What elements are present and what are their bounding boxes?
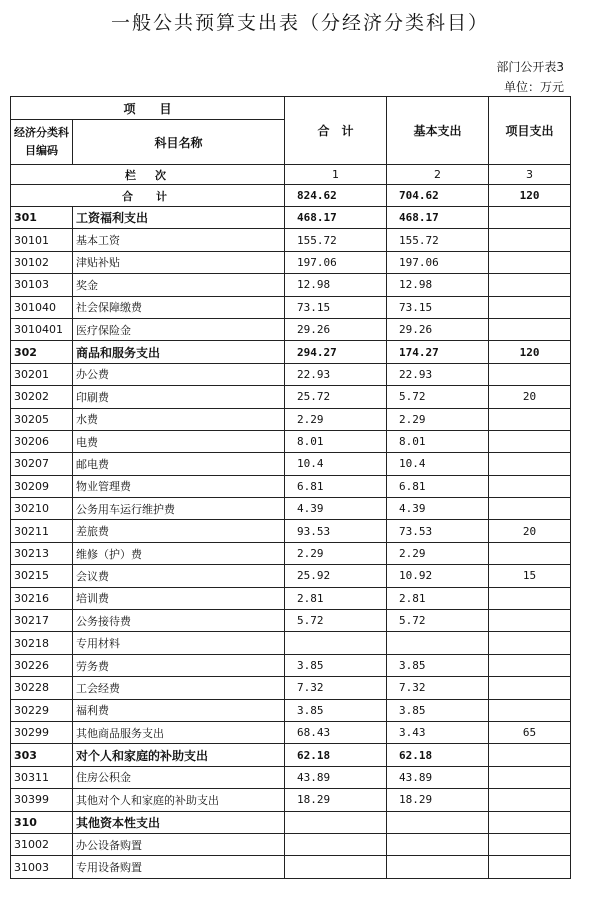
- row-project: 15: [489, 565, 571, 587]
- table-row: [11, 721, 571, 743]
- row-code: 310: [11, 811, 73, 833]
- row-project: [489, 229, 571, 251]
- row-basic: [387, 856, 489, 878]
- row-project: [489, 587, 571, 609]
- row-project: [489, 699, 571, 721]
- row-code: 30207: [11, 453, 73, 475]
- row-basic: 2.29: [387, 542, 489, 564]
- table-row: [11, 565, 571, 587]
- row-code: 301040: [11, 296, 73, 318]
- row-code: 30202: [11, 386, 73, 408]
- row-total: 22.93: [285, 363, 387, 385]
- row-total: [285, 856, 387, 878]
- table-row: [11, 430, 571, 452]
- row-basic: 29.26: [387, 318, 489, 340]
- row-basic: 62.18: [387, 744, 489, 766]
- row-name: 办公设备购置: [73, 833, 285, 855]
- row-basic: 3.85: [387, 654, 489, 676]
- row-basic: 12.98: [387, 274, 489, 296]
- table-row: [11, 766, 571, 788]
- row-basic: [387, 833, 489, 855]
- row-code: 30311: [11, 766, 73, 788]
- total-basic: 704.62: [387, 185, 489, 207]
- row-total: 10.4: [285, 453, 387, 475]
- row-basic: 18.29: [387, 789, 489, 811]
- row-total: 3.85: [285, 654, 387, 676]
- row-name: 商品和服务支出: [73, 341, 285, 363]
- total-sum: 824.62: [285, 185, 387, 207]
- row-total: 155.72: [285, 229, 387, 251]
- row-basic: 4.39: [387, 498, 489, 520]
- row-project: [489, 766, 571, 788]
- table-row: [11, 610, 571, 632]
- row-project: [489, 677, 571, 699]
- row-code: 3010401: [11, 318, 73, 340]
- row-code: 31002: [11, 833, 73, 855]
- total-row: [11, 185, 571, 207]
- row-project: [489, 408, 571, 430]
- row-basic: 22.93: [387, 363, 489, 385]
- row-code: 30229: [11, 699, 73, 721]
- row-project: 20: [489, 520, 571, 542]
- row-project: [489, 654, 571, 676]
- row-code: 30216: [11, 587, 73, 609]
- table-row: [11, 341, 571, 363]
- row-total: [285, 632, 387, 654]
- row-total: 2.29: [285, 408, 387, 430]
- row-code: 30399: [11, 789, 73, 811]
- table-row: [11, 229, 571, 251]
- project-header: 项 目: [11, 97, 285, 120]
- row-total: [285, 811, 387, 833]
- row-total: [285, 833, 387, 855]
- header-row: [11, 97, 571, 120]
- row-name: 奖金: [73, 274, 285, 296]
- total-column-header: 合 计: [285, 97, 387, 165]
- row-code: 30228: [11, 677, 73, 699]
- row-basic: [387, 632, 489, 654]
- row-name: 基本工资: [73, 229, 285, 251]
- table-row: [11, 811, 571, 833]
- row-basic: 2.81: [387, 587, 489, 609]
- row-code: 30103: [11, 274, 73, 296]
- row-name: 对个人和家庭的补助支出: [73, 744, 285, 766]
- row-code: 30102: [11, 251, 73, 273]
- unit-label: 单位：万元: [503, 80, 564, 94]
- table-row: [11, 856, 571, 878]
- index-3: 3: [489, 165, 571, 185]
- table-row: [11, 296, 571, 318]
- row-name: 差旅费: [73, 520, 285, 542]
- row-total: 93.53: [285, 520, 387, 542]
- row-basic: 197.06: [387, 251, 489, 273]
- budget-table: [10, 96, 571, 879]
- row-name: 公务接待费: [73, 610, 285, 632]
- table-row: [11, 833, 571, 855]
- row-project: [489, 632, 571, 654]
- row-project: [489, 430, 571, 452]
- row-name: 专用设备购置: [73, 856, 285, 878]
- table-row: [11, 789, 571, 811]
- row-project: 120: [489, 341, 571, 363]
- row-code: 303: [11, 744, 73, 766]
- row-project: [489, 811, 571, 833]
- row-code: 30209: [11, 475, 73, 497]
- row-total: 468.17: [285, 207, 387, 229]
- row-name: 专用材料: [73, 632, 285, 654]
- row-project: [489, 542, 571, 564]
- row-code: 31003: [11, 856, 73, 878]
- total-label: 合 计: [11, 185, 285, 207]
- row-total: 62.18: [285, 744, 387, 766]
- row-total: 25.92: [285, 565, 387, 587]
- row-total: 18.29: [285, 789, 387, 811]
- row-code: 30299: [11, 721, 73, 743]
- row-name: 维修（护）费: [73, 542, 285, 564]
- row-project: [489, 856, 571, 878]
- row-project: 20: [489, 386, 571, 408]
- row-project: [489, 475, 571, 497]
- total-project: 120: [489, 185, 571, 207]
- table-row: [11, 363, 571, 385]
- row-name: 津贴补贴: [73, 251, 285, 273]
- row-code: 301: [11, 207, 73, 229]
- row-name: 邮电费: [73, 453, 285, 475]
- row-basic: 7.32: [387, 677, 489, 699]
- table-row: [11, 677, 571, 699]
- row-code: 30215: [11, 565, 73, 587]
- row-name: 培训费: [73, 587, 285, 609]
- row-basic: 3.85: [387, 699, 489, 721]
- row-project: [489, 610, 571, 632]
- row-basic: 73.15: [387, 296, 489, 318]
- name-column-header: 科目名称: [73, 120, 285, 165]
- table-row: [11, 632, 571, 654]
- row-code: 30218: [11, 632, 73, 654]
- row-name: 物业管理费: [73, 475, 285, 497]
- row-project: [489, 453, 571, 475]
- row-project: [489, 296, 571, 318]
- table-number: 部门公开表3: [496, 60, 564, 74]
- row-basic: 468.17: [387, 207, 489, 229]
- table-row: [11, 587, 571, 609]
- row-basic: 43.89: [387, 766, 489, 788]
- row-name: 其他商品服务支出: [73, 721, 285, 743]
- basic-column-header: 基本支出: [387, 97, 489, 165]
- row-name: 印刷费: [73, 386, 285, 408]
- row-project: [489, 318, 571, 340]
- row-basic: 5.72: [387, 386, 489, 408]
- row-project: [489, 363, 571, 385]
- row-name: 其他对个人和家庭的补助支出: [73, 789, 285, 811]
- row-total: 197.06: [285, 251, 387, 273]
- row-total: 2.29: [285, 542, 387, 564]
- row-code: 30201: [11, 363, 73, 385]
- code-column-header: 经济分类科目编码: [11, 120, 73, 165]
- row-name: 其他资本性支出: [73, 811, 285, 833]
- row-name: 水费: [73, 408, 285, 430]
- table-row: [11, 408, 571, 430]
- row-basic: 6.81: [387, 475, 489, 497]
- index-row: [11, 165, 571, 185]
- row-name: 医疗保险金: [73, 318, 285, 340]
- row-total: 68.43: [285, 721, 387, 743]
- row-basic: 73.53: [387, 520, 489, 542]
- row-code: 30213: [11, 542, 73, 564]
- table-row: [11, 475, 571, 497]
- row-name: 住房公积金: [73, 766, 285, 788]
- row-name: 会议费: [73, 565, 285, 587]
- row-code: 302: [11, 341, 73, 363]
- row-total: 12.98: [285, 274, 387, 296]
- page-title: 一般公共预算支出表（分经济分类科目）: [110, 12, 489, 34]
- row-project: [489, 251, 571, 273]
- table-row: [11, 274, 571, 296]
- row-code: 30226: [11, 654, 73, 676]
- table-row: [11, 542, 571, 564]
- row-name: 福利费: [73, 699, 285, 721]
- row-basic: 155.72: [387, 229, 489, 251]
- row-basic: [387, 811, 489, 833]
- table-row: [11, 654, 571, 676]
- row-basic: 3.43: [387, 721, 489, 743]
- row-code: 30101: [11, 229, 73, 251]
- project-column-header: 项目支出: [489, 97, 571, 165]
- row-project: [489, 207, 571, 229]
- row-total: 294.27: [285, 341, 387, 363]
- row-total: 6.81: [285, 475, 387, 497]
- row-code: 30205: [11, 408, 73, 430]
- table-row: [11, 699, 571, 721]
- table-row: [11, 520, 571, 542]
- row-total: 25.72: [285, 386, 387, 408]
- row-total: 4.39: [285, 498, 387, 520]
- row-code: 30211: [11, 520, 73, 542]
- row-total: 43.89: [285, 766, 387, 788]
- row-name: 工会经费: [73, 677, 285, 699]
- row-total: 3.85: [285, 699, 387, 721]
- index-1: 1: [285, 165, 387, 185]
- index-2: 2: [387, 165, 489, 185]
- row-code: 30217: [11, 610, 73, 632]
- row-project: [489, 274, 571, 296]
- row-basic: 10.92: [387, 565, 489, 587]
- row-project: [489, 789, 571, 811]
- row-basic: 10.4: [387, 453, 489, 475]
- row-project: [489, 744, 571, 766]
- table-row: [11, 386, 571, 408]
- row-code: 30206: [11, 430, 73, 452]
- row-total: 29.26: [285, 318, 387, 340]
- row-name: 劳务费: [73, 654, 285, 676]
- row-total: 2.81: [285, 587, 387, 609]
- row-total: 8.01: [285, 430, 387, 452]
- table-row: [11, 207, 571, 229]
- row-project: 65: [489, 721, 571, 743]
- row-project: [489, 498, 571, 520]
- index-label: 栏 次: [11, 165, 285, 185]
- row-basic: 174.27: [387, 341, 489, 363]
- table-row: [11, 251, 571, 273]
- table-row: [11, 318, 571, 340]
- row-project: [489, 833, 571, 855]
- row-name: 办公费: [73, 363, 285, 385]
- table-row: [11, 498, 571, 520]
- row-total: 5.72: [285, 610, 387, 632]
- table-row: [11, 453, 571, 475]
- row-total: 7.32: [285, 677, 387, 699]
- row-name: 公务用车运行维护费: [73, 498, 285, 520]
- row-basic: 2.29: [387, 408, 489, 430]
- row-basic: 8.01: [387, 430, 489, 452]
- row-code: 30210: [11, 498, 73, 520]
- row-name: 工资福利支出: [73, 207, 285, 229]
- row-total: 73.15: [285, 296, 387, 318]
- row-name: 电费: [73, 430, 285, 452]
- table-row: [11, 744, 571, 766]
- row-basic: 5.72: [387, 610, 489, 632]
- row-name: 社会保障缴费: [73, 296, 285, 318]
